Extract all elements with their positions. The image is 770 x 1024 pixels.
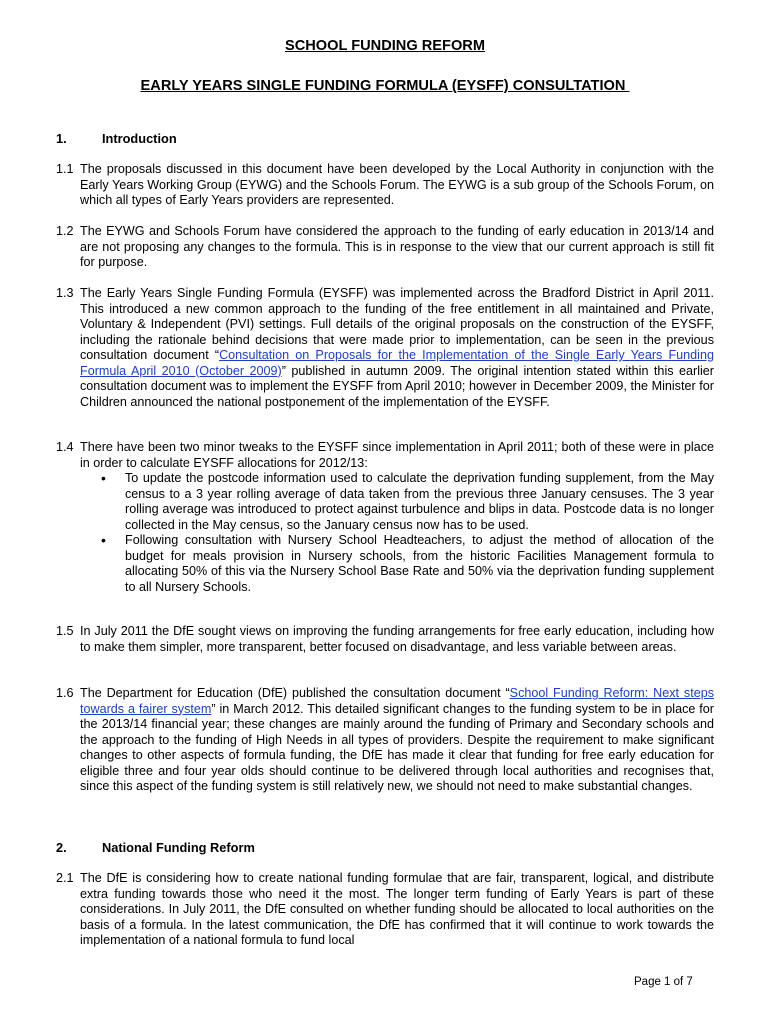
paragraph-number: 1.6	[56, 686, 74, 700]
paragraph-text	[80, 286, 714, 410]
paragraph-1-6	[56, 686, 714, 795]
section-number: 1.	[56, 131, 67, 146]
paragraph-number: 1.5	[56, 624, 74, 638]
school-funding-reform-link[interactable]: School Funding Reform: Next steps towards a fairer system	[80, 686, 714, 716]
paragraph-1-3	[56, 286, 714, 410]
consultation-2009-link[interactable]: Consultation on Proposals for the Implementation of the Single Early Years Funding Formula April 2010 (October 2009)	[80, 348, 714, 378]
paragraph-text: The proposals discussed in this document have been developed by the Local Authority in conjunction with the Early Years Working Group (EYWG) and the Schools Forum. The EYWG is a sub group of the Schools Forum, on which all types of Early Years providers are represented.	[80, 162, 714, 207]
paragraph-text-after: ” published in autumn 2009. The original intention stated within this earlier consultation document was to implement the EYSFF from April 2010; however in December 2009, the Minister for Children announced the national postponement of the implementation of the EYSFF.	[80, 363, 714, 409]
paragraph-text: In July 2011 the DfE sought views on improving the funding arrangements for free early education, including how to make them simpler, more transparent, better focused on disadvantage, and less variable between areas.	[80, 624, 714, 654]
paragraph-text-before: The Department for Education (DfE) published the consultation document “	[80, 686, 510, 700]
paragraph-text: There have been two minor tweaks to the EYSFF since implementation in April 2011; both of these were in place in order to calculate EYSFF allocations for 2012/13:	[80, 440, 714, 470]
section-title: National Funding Reform	[102, 840, 255, 855]
paragraph-number: 1.1	[56, 162, 74, 176]
paragraph-1-1	[56, 162, 714, 209]
paragraph-text	[80, 686, 714, 795]
paragraph-text: The EYWG and Schools Forum have considered the approach to the funding of early education in 2013/14 and are not proposing any changes to the formula. This is in response to the view that our current approach is still fit for purpose.	[80, 224, 714, 269]
section-heading-national-funding-reform	[56, 840, 255, 855]
list-item: • To update the postcode information used to calculate the deprivation funding supplement, from the May census to a 3 year rolling average of data taken from the previous three January censuses. The 3 year rolling average was introduced to protect against turbulence and blips in data. Postcode data is no longer collected in the May census, so the January census now has to be used.	[80, 471, 714, 533]
paragraph-number: 1.2	[56, 224, 74, 238]
document-subtitle: EARLY YEARS SINGLE FUNDING FORMULA (EYSFF) CONSULTATION	[140, 78, 630, 94]
paragraph-text-after: ” in March 2012. This detailed significant changes to the funding system to be in place for the 2013/14 financial year; these changes are mainly around the funding of Primary and Secondary schools and the approach to the funding of High Needs in all types of providers. Despite the requirement to make significant changes to other aspects of formula funding, the DfE has made it clear that funding for free early education for eligible three and four year olds should continue to be delivered through local authorities and recognises that, since this aspect of the funding system is still relatively new, we should not need to make substantial changes.	[80, 701, 714, 793]
section-number: 2.	[56, 840, 67, 855]
paragraph-text-before: The Early Years Single Funding Formula (EYSFF) was implemented across the Bradford District in April 2011. This introduced a new common approach to the funding of the free entitlement in all maintained and Private, Voluntary & Independent (PVI) settings. Full details of the original proposals on the construction of the EYSFF, including the rationale behind decisions that were made prior to implementation, can be seen in the previous consultation document “	[80, 286, 714, 362]
paragraph-2-1	[56, 871, 714, 949]
paragraph-number: 1.4	[56, 440, 74, 454]
paragraph-number: 1.3	[56, 286, 74, 300]
paragraph-1-2	[56, 224, 714, 271]
section-title: Introduction	[102, 131, 177, 146]
list-item: • Following consultation with Nursery School Headteachers, to adjust the method of allocation of the budget for meals provision in Nursery schools, from the historic Facilities Management formula to allocating 50% of this via the Nursery School Base Rate and 50% via the deprivation funding supplement to all Nursery Schools.	[80, 533, 714, 595]
paragraph-1-4	[56, 440, 714, 595]
paragraph-number: 2.1	[56, 871, 74, 885]
bullet-list	[80, 471, 714, 595]
paragraph-text: The DfE is considering how to create national funding formulae that are fair, transparent, logical, and distribute extra funding towards those who need it the most. The longer term funding of Early Years is part of these considerations. In July 2011, the DfE consulted on whether funding should be allocated to local authorities on the basis of a formula. In the latest communication, the DfE has confirmed that it will continue to work towards the implementation of a national formula to fund local	[80, 871, 714, 947]
page-number: Page 1 of 7	[634, 976, 693, 988]
document-title: SCHOOL FUNDING REFORM	[285, 38, 485, 54]
section-heading-introduction	[56, 131, 177, 146]
paragraph-1-5	[56, 624, 714, 655]
